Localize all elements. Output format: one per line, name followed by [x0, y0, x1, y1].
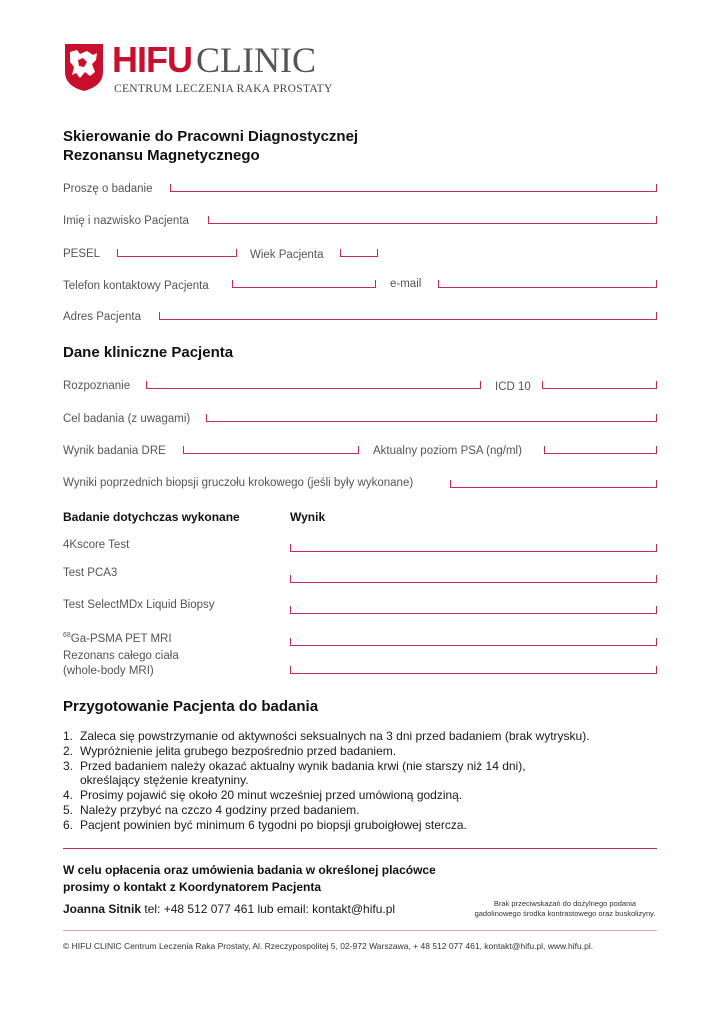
address-label: Adres Pacjenta: [63, 311, 141, 323]
psa-field[interactable]: [544, 446, 657, 454]
test-label-wbmri: Rezonans całego ciała: [63, 650, 179, 662]
age-field[interactable]: [340, 249, 378, 257]
purpose-label: Cel badania (z uwagami): [63, 413, 191, 425]
result-field-pca3[interactable]: [290, 575, 657, 583]
dre-label: Wynik badania DRE: [63, 445, 166, 457]
address-field[interactable]: [159, 312, 657, 320]
list-item: 3. Przed badaniem należy okazać aktualny wynik badania krwi (nie starszy niż 14 dni), określający stężenie kreatyniny.: [63, 758, 526, 788]
list-item: 5. Należy przybyć na czczo 4 godziny przed badaniem.: [63, 802, 360, 817]
purpose-field[interactable]: [206, 414, 657, 422]
preparation-heading: Przygotowanie Pacjenta do badania: [63, 698, 319, 715]
test-label-4kscore: 4Kscore Test: [63, 539, 130, 551]
logo-subtitle: CENTRUM LECZENIA RAKA PROSTATY: [114, 83, 333, 95]
diagnosis-label: Rozpoznanie: [63, 380, 131, 392]
phone-label: Telefon kontaktowy Pacjenta: [63, 280, 209, 292]
list-item: 1. Zaleca się powstrzymanie od aktywności seksualnych na 3 dni przed badaniem (brak wytrysku).: [63, 729, 590, 743]
request-label: Proszę o badanie: [63, 183, 153, 195]
psma-text: Ga-PSMA PET MRI: [70, 632, 172, 645]
pesel-field[interactable]: [117, 249, 237, 257]
list-item: 6. Pacjent powinien być minimum 6 tygodni po biopsji gruboigłowej stercza.: [63, 817, 467, 832]
isotope-superscript: 68: [63, 632, 71, 639]
coordinator-details: tel: +48 512 077 461 lub email: kontakt@hifu.pl: [144, 902, 396, 916]
diagnosis-field[interactable]: [146, 381, 481, 389]
icd-field[interactable]: [542, 381, 657, 389]
psa-label: Aktualny poziom PSA (ng/ml): [373, 445, 522, 457]
contrast-note: Brak przeciwskazań do dożylnego podania gadolinowego środka kontrastowego oraz buskolizyny.: [474, 899, 656, 918]
test-label-wbmri-sub: (whole-body MRI): [63, 665, 154, 677]
logo-shield-icon: [63, 42, 105, 92]
phone-field[interactable]: [232, 280, 376, 288]
coordinator-name: Joanna Sitnik: [63, 902, 142, 916]
patient-name-field[interactable]: [208, 216, 657, 224]
tests-column-header: Badanie dotychczas wykonane: [63, 510, 240, 524]
divider-bottom: [63, 930, 657, 931]
test-label-selectmdx: Test SelectMDx Liquid Biopsy: [63, 599, 215, 611]
document-title-line2: Rezonansu Magnetycznego: [63, 147, 260, 164]
clinical-data-heading: Dane kliniczne Pacjenta: [63, 344, 234, 361]
result-field-selectmdx[interactable]: [290, 606, 657, 614]
logo-brand-gray: CLINIC: [196, 40, 316, 80]
footer-text: © HIFU CLINIC Centrum Leczenia Raka Prostaty, Al. Rzeczypospolitej 5, 02-972 Warszawa, + 48 512 077 461, kontakt@hifu.pl, www.hifu.pl.: [63, 941, 594, 951]
pesel-label: PESEL: [63, 248, 101, 260]
result-field-psma[interactable]: [290, 638, 657, 646]
logo-brand-red: HIFU: [112, 39, 192, 80]
request-field[interactable]: [170, 184, 657, 192]
dre-field[interactable]: [183, 446, 359, 454]
test-label-psma: [63, 629, 172, 646]
result-field-wbmri[interactable]: [290, 666, 657, 674]
email-field[interactable]: [438, 280, 657, 288]
patient-name-label: Imię i nazwisko Pacjenta: [63, 215, 189, 227]
test-label-pca3: Test PCA3: [63, 567, 118, 579]
preparation-list: [63, 729, 663, 833]
email-label: e-mail: [390, 278, 422, 290]
biopsy-label: Wyniki poprzednich biopsji gruczołu krokowego (jeśli były wykonane): [63, 477, 414, 489]
document-title-line1: Skierowanie do Pracowni Diagnostycznej: [63, 128, 359, 145]
coordinator-contact: [63, 902, 395, 916]
icd-label: ICD 10: [495, 381, 531, 393]
result-column-header: Wynik: [290, 510, 326, 524]
age-label: Wiek Pacjenta: [250, 249, 324, 261]
list-item: 2. Wypróżnienie jelita grubego bezpośrednio przed badaniem.: [63, 743, 397, 758]
contact-intro-line1: W celu opłacenia oraz umówienia badania w określonej placówce: [63, 863, 436, 877]
divider-top: [63, 848, 657, 849]
result-field-4kscore[interactable]: [290, 544, 657, 552]
biopsy-field[interactable]: [450, 480, 657, 488]
list-item: 4. Prosimy pojawić się około 20 minut wcześniej przed umówioną godziną.: [63, 788, 463, 803]
contact-intro-line2: prosimy o kontakt z Koordynatorem Pacjenta: [63, 880, 322, 894]
